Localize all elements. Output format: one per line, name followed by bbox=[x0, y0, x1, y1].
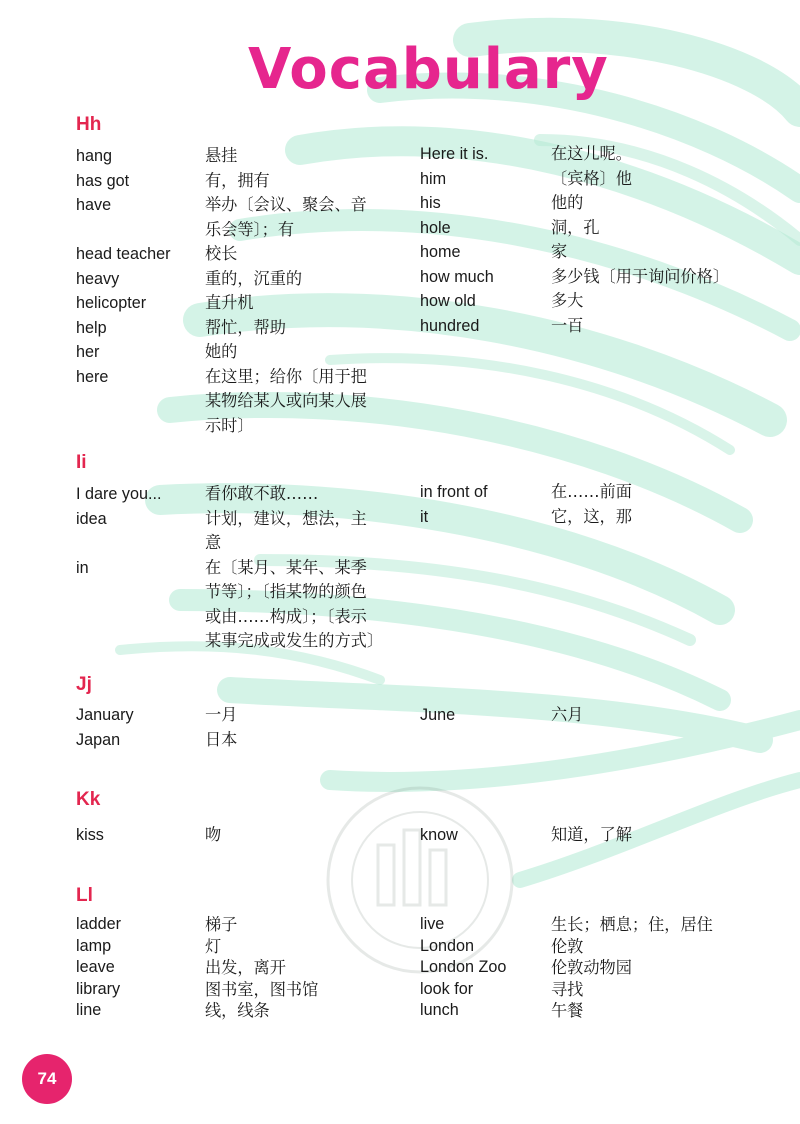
section-heading: Kk bbox=[76, 789, 101, 810]
entry-word: her bbox=[76, 343, 100, 361]
entry-meaning: 有，拥有 bbox=[205, 170, 270, 190]
entry-word: leave bbox=[76, 958, 115, 976]
entry-word: helicopter bbox=[76, 294, 147, 312]
entry-word: know bbox=[420, 826, 458, 844]
entry-word: hole bbox=[420, 218, 451, 237]
entry-word: June bbox=[420, 706, 456, 724]
vocab-column-left bbox=[76, 144, 406, 438]
entry-meaning: 悬挂 bbox=[205, 146, 238, 165]
entry-word: lamp bbox=[76, 936, 112, 955]
entry-meaning: 洞，孔 bbox=[551, 217, 600, 237]
entry-word: Japan bbox=[76, 730, 121, 749]
entry-meaning: 重的，沉重的 bbox=[205, 268, 303, 288]
entry-meaning: 一百 bbox=[551, 315, 584, 335]
vocab-entry bbox=[420, 1000, 790, 1022]
vocab-entry bbox=[76, 144, 406, 169]
vocab-entry bbox=[76, 365, 406, 439]
vocab-entry bbox=[76, 316, 406, 341]
section-heading: Hh bbox=[76, 114, 102, 135]
vocab-entry bbox=[420, 823, 790, 848]
entry-word: London bbox=[420, 936, 475, 955]
vocab-column-right bbox=[420, 142, 790, 338]
entry-word: lunch bbox=[420, 1001, 459, 1019]
vocab-column-left bbox=[76, 823, 406, 848]
vocab-entry bbox=[420, 265, 790, 290]
entry-meaning: 线，线条 bbox=[205, 1001, 270, 1020]
vocab-entry bbox=[420, 167, 790, 192]
entry-meaning: 他的 bbox=[551, 193, 584, 212]
entry-word: has got bbox=[76, 171, 130, 190]
entry-word: line bbox=[76, 1001, 102, 1019]
entry-meaning: 梯子 bbox=[205, 915, 238, 934]
vocab-entry bbox=[420, 505, 790, 530]
entry-meaning: 举办〔会议、聚会、音乐会等〕；有 bbox=[205, 195, 367, 239]
entry-word: London Zoo bbox=[420, 958, 507, 976]
vocab-entry bbox=[420, 703, 790, 728]
entry-meaning: 灯 bbox=[205, 936, 222, 956]
entry-word: home bbox=[420, 243, 461, 261]
entry-meaning: 看你敢不敢…… bbox=[205, 484, 319, 503]
entry-word: here bbox=[76, 367, 109, 386]
vocab-entry bbox=[76, 936, 406, 958]
entry-meaning: 在这里；给你〔用于把某物给某人或向某人展示时〕 bbox=[205, 366, 367, 435]
entry-word: help bbox=[76, 318, 107, 337]
vocab-entry bbox=[76, 1000, 406, 1022]
entry-word: in bbox=[76, 558, 89, 577]
vocab-entry bbox=[76, 267, 406, 292]
entry-meaning: 校长 bbox=[205, 244, 238, 263]
entry-meaning: 〔宾格〕他 bbox=[551, 168, 632, 188]
vocab-column-right bbox=[420, 914, 790, 1022]
entry-meaning: 出发，离开 bbox=[205, 958, 286, 977]
vocab-entry bbox=[76, 703, 406, 728]
entry-word: head teacher bbox=[76, 245, 171, 263]
vocab-entry bbox=[420, 142, 790, 167]
entry-meaning: 伦敦动物园 bbox=[551, 958, 632, 977]
entry-meaning: 多大 bbox=[551, 291, 584, 310]
vocab-entry bbox=[420, 191, 790, 216]
section-heading: Ii bbox=[76, 452, 87, 473]
entry-meaning: 图书室，图书馆 bbox=[205, 979, 319, 999]
entry-word: library bbox=[76, 979, 121, 998]
entry-word: it bbox=[420, 507, 429, 526]
entry-word: his bbox=[420, 194, 441, 212]
entry-meaning: 家 bbox=[551, 242, 568, 261]
entry-meaning: 寻找 bbox=[551, 979, 584, 999]
entry-meaning: 一月 bbox=[205, 705, 238, 724]
entry-word: him bbox=[420, 169, 447, 188]
entry-word: how much bbox=[420, 267, 494, 286]
vocab-entry bbox=[420, 936, 790, 958]
vocab-column-left bbox=[76, 482, 406, 654]
vocab-entry bbox=[76, 340, 406, 365]
entry-meaning: 在这儿呢。 bbox=[551, 144, 632, 163]
entry-meaning: 日本 bbox=[205, 729, 238, 749]
vocab-entry bbox=[76, 242, 406, 267]
entry-word: look for bbox=[420, 979, 474, 998]
vocab-column-right bbox=[420, 480, 790, 529]
vocab-entry bbox=[76, 482, 406, 507]
vocab-entry bbox=[420, 957, 790, 979]
vocab-entry bbox=[420, 914, 790, 936]
entry-word: ladder bbox=[76, 915, 121, 933]
entry-meaning: 多少钱〔用于询问价格〕 bbox=[551, 266, 730, 286]
entry-word: hundred bbox=[420, 316, 480, 335]
entry-word: kiss bbox=[76, 826, 104, 844]
vocab-entry bbox=[76, 193, 406, 242]
vocab-entry bbox=[420, 314, 790, 339]
entry-meaning: 午餐 bbox=[551, 1001, 584, 1020]
vocab-entry bbox=[420, 240, 790, 265]
vocab-entry bbox=[420, 480, 790, 505]
vocab-column-left bbox=[76, 703, 406, 752]
page-title: Vocabulary bbox=[248, 37, 609, 102]
vocab-entry bbox=[76, 979, 406, 1001]
entry-word: how old bbox=[420, 292, 476, 310]
entry-word: January bbox=[76, 706, 134, 724]
entry-meaning: 它，这，那 bbox=[551, 506, 632, 526]
entry-word: idea bbox=[76, 509, 107, 528]
entry-meaning: 直升机 bbox=[205, 293, 254, 312]
vocab-column-right bbox=[420, 703, 790, 728]
entry-word: in front of bbox=[420, 483, 488, 501]
section-heading: Ll bbox=[76, 885, 93, 906]
vocab-entry bbox=[76, 957, 406, 979]
entry-meaning: 生长；栖息；住，居住 bbox=[551, 915, 713, 934]
entry-meaning: 六月 bbox=[551, 705, 584, 724]
entry-meaning: 伦敦 bbox=[551, 936, 584, 956]
entry-meaning: 她的 bbox=[205, 342, 238, 361]
entry-word: Here it is. bbox=[420, 145, 489, 163]
entry-meaning: 帮忙，帮助 bbox=[205, 317, 286, 337]
vocab-entry bbox=[76, 507, 406, 556]
entry-word: have bbox=[76, 196, 112, 214]
vocab-entry bbox=[76, 169, 406, 194]
vocab-entry bbox=[76, 728, 406, 753]
page-number-badge: 74 bbox=[22, 1054, 72, 1104]
vocab-entry bbox=[420, 289, 790, 314]
vocab-entry bbox=[76, 914, 406, 936]
vocab-column-left bbox=[76, 914, 406, 1022]
entry-word: heavy bbox=[76, 269, 120, 288]
vocab-entry bbox=[76, 291, 406, 316]
entry-meaning: 在……前面 bbox=[551, 482, 632, 501]
entry-meaning: 知道，了解 bbox=[551, 825, 632, 844]
vocab-entry bbox=[76, 823, 406, 848]
vocab-entry bbox=[76, 556, 406, 654]
entry-word: live bbox=[420, 915, 445, 933]
vocab-entry bbox=[420, 216, 790, 241]
entry-word: I dare you... bbox=[76, 485, 162, 503]
entry-meaning: 计划，建议，想法，主意 bbox=[205, 508, 367, 552]
vocab-entry bbox=[420, 979, 790, 1001]
entry-word: hang bbox=[76, 147, 113, 165]
entry-meaning: 在〔某月、某年、某季节等〕；〔指某物的颜色或由……构成〕；〔表示某事完成或发生的方式〕 bbox=[205, 557, 384, 650]
entry-meaning: 吻 bbox=[205, 825, 222, 844]
section-heading: Jj bbox=[76, 674, 92, 695]
vocab-column-right bbox=[420, 823, 790, 848]
